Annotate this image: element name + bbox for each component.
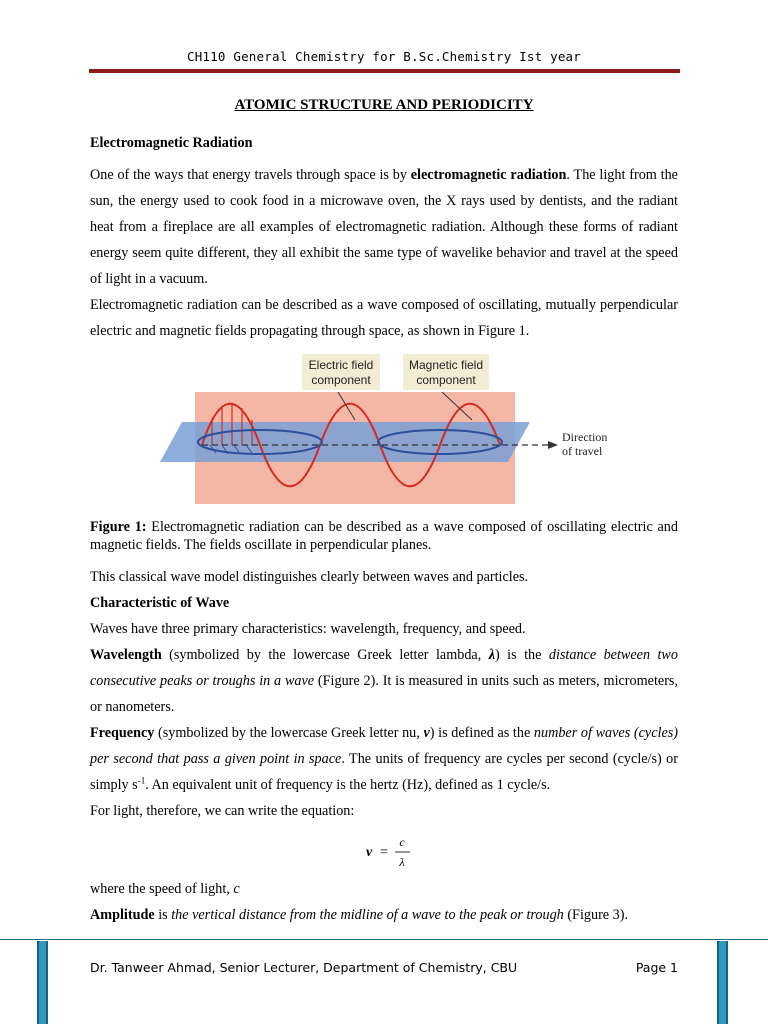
label-direction-line1: Direction bbox=[562, 430, 608, 444]
em-wave-diagram bbox=[90, 350, 678, 510]
symbol-c: c bbox=[233, 881, 240, 897]
label-direction-line2: of travel bbox=[562, 444, 603, 458]
page-footer bbox=[90, 960, 678, 975]
label-magnetic-line2: component bbox=[416, 373, 476, 387]
text: is bbox=[154, 907, 172, 923]
nu-symbol: ν bbox=[423, 725, 430, 741]
eq-lhs: ν bbox=[366, 845, 373, 860]
paragraph-classical-model: This classical wave model distinguishes clearly between waves and particles. bbox=[90, 569, 529, 585]
term-amplitude: Amplitude bbox=[90, 907, 155, 923]
running-header: CH110 General Chemistry for B.Sc.Chemistry Ist year bbox=[186, 49, 581, 64]
text: (Figure 2). It is measured in units such as meters, micrometers, or nanometers. bbox=[90, 673, 678, 715]
bold-term: electromagnetic radiation bbox=[410, 167, 567, 183]
lambda-symbol: λ bbox=[488, 647, 496, 663]
magnetic-plane bbox=[160, 422, 530, 462]
definition-frequency: number of waves (cycles) per second that pass a given point in space bbox=[90, 725, 679, 767]
text: ) is the bbox=[495, 647, 549, 663]
caption-text: Electromagnetic radiation can be described as a wave composed of oscillating electric and magnetic fields. The fields oscillate in perpendicular planes. bbox=[90, 519, 678, 553]
label-electric-line1: Electric field bbox=[308, 358, 374, 372]
paragraph-em-description: Electromagnetic radiation can be described as a wave composed of oscillating, mutually perpendicular electric and magnetic fields propagating through space, as shown in Figure 1. bbox=[90, 297, 678, 339]
term-frequency: Frequency bbox=[90, 725, 155, 741]
eq-equals: = bbox=[380, 845, 388, 860]
text: ) is defined as the bbox=[429, 725, 534, 741]
left-margin-bar bbox=[37, 941, 48, 1024]
caption-label: Figure 1: bbox=[90, 519, 147, 535]
paragraph-wavelength bbox=[90, 642, 678, 720]
footer-author: Dr. Tanweer Ahmad, Senior Lecturer, Department of Chemistry, CBU bbox=[90, 960, 518, 975]
section-heading-wave-characteristics: Characteristic of Wave bbox=[90, 595, 230, 611]
text: . An equivalent unit of frequency is the hertz (Hz), defined as 1 cycle/s. bbox=[145, 777, 551, 793]
section-heading-em-radiation: Electromagnetic Radiation bbox=[90, 135, 253, 151]
right-margin-bar bbox=[717, 941, 728, 1024]
paragraph-equation-intro: For light, therefore, we can write the equation: bbox=[90, 803, 355, 819]
paragraph-speed-of-light bbox=[90, 876, 678, 902]
page-title: ATOMIC STRUCTURE AND PERIODICITY bbox=[234, 97, 534, 113]
paragraph-frequency bbox=[90, 720, 678, 798]
term-wavelength: Wavelength bbox=[90, 647, 162, 663]
eq-denominator: λ bbox=[399, 855, 405, 869]
text: One of the ways that energy travels through space is by bbox=[90, 167, 411, 183]
text: . The units of frequency are cycles per second (cycle/s) or simply s bbox=[90, 751, 678, 793]
page-number: Page 1 bbox=[635, 960, 678, 975]
text: (Figure 3). bbox=[563, 907, 629, 923]
label-magnetic-line1: Magnetic field bbox=[408, 358, 484, 372]
header-rule bbox=[89, 69, 680, 73]
paragraph-three-characteristics: Waves have three primary characteristics: wavelength, frequency, and speed. bbox=[90, 621, 526, 637]
text: . The light from the sun, the energy used to cook food in a microwave oven, the X rays used by dentists, and the radiant heat from a fireplace are all examples of electromagnetic radiation. Although these forms of radiant energy seem quite different, they all exhibit the same type of wavelike behavior and travel at the speed of light in a vacuum. bbox=[90, 167, 678, 287]
label-electric-line2: component bbox=[311, 373, 371, 387]
superscript: -1 bbox=[137, 775, 146, 786]
text: (symbolized by the lowercase Greek letter lambda, bbox=[161, 647, 489, 663]
definition-wavelength: distance between two consecutive peaks or troughs in a wave bbox=[90, 647, 678, 689]
definition-amplitude: the vertical distance from the midline of a wave to the peak or trough bbox=[171, 907, 564, 923]
footer-rule bbox=[0, 939, 768, 940]
figure-1-caption bbox=[90, 518, 678, 554]
equation-frequency bbox=[90, 824, 678, 876]
figure-1-em-wave bbox=[90, 350, 678, 510]
equation-svg bbox=[90, 824, 678, 876]
page-body bbox=[90, 88, 678, 928]
eq-numerator: c bbox=[399, 835, 405, 849]
arrow-head-icon bbox=[548, 441, 558, 449]
text: (symbolized by the lowercase Greek letter nu, bbox=[154, 725, 424, 741]
paragraph-intro bbox=[90, 162, 678, 292]
paragraph-amplitude bbox=[90, 902, 678, 928]
text: where the speed of light, bbox=[90, 881, 234, 897]
